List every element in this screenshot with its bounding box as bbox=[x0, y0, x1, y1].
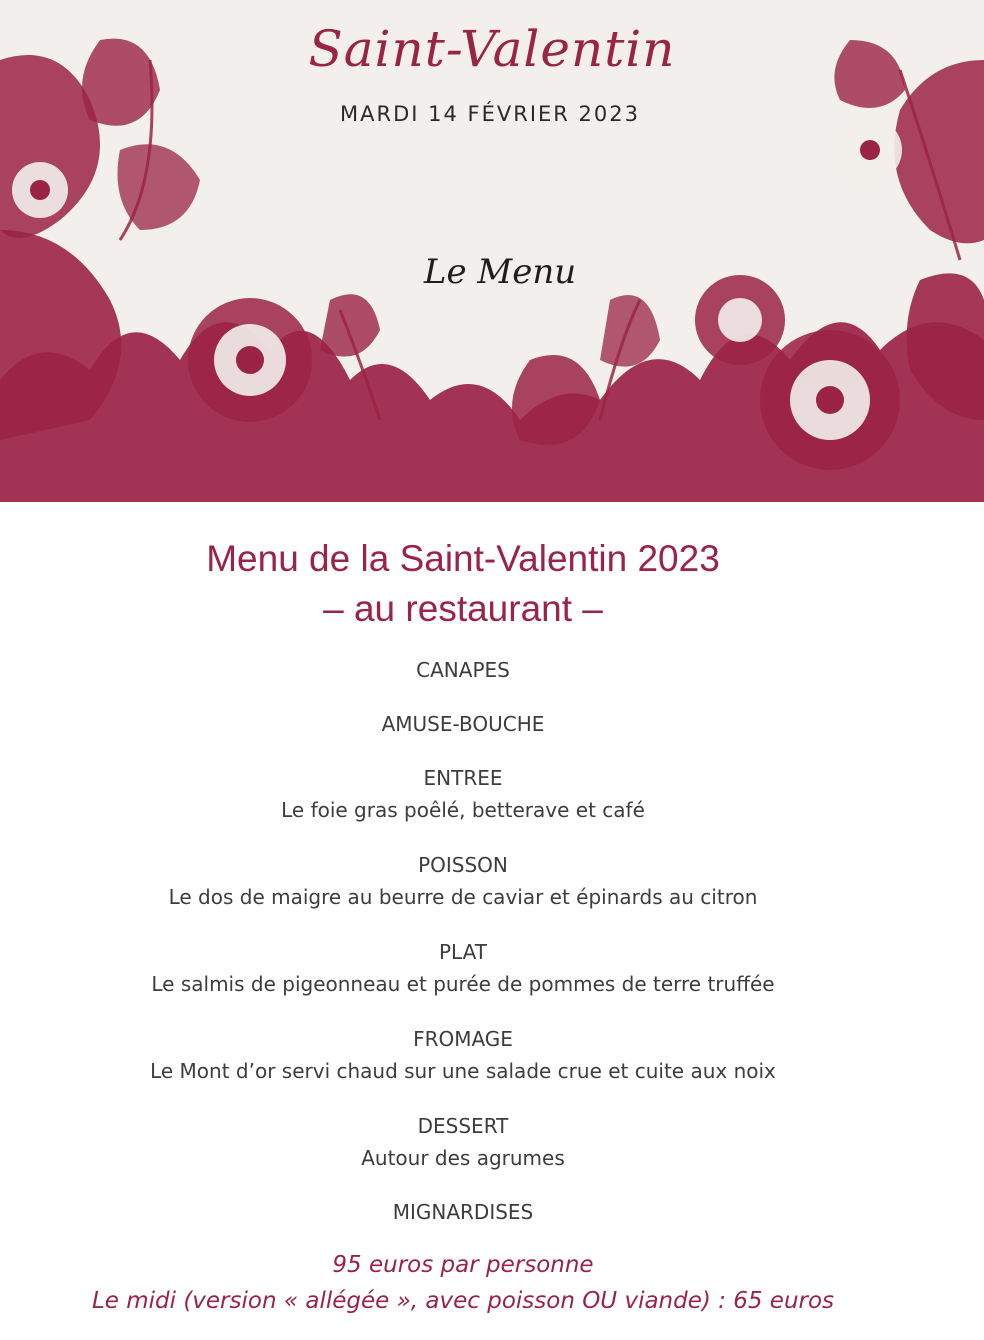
menu-label: Le Menu bbox=[423, 252, 577, 292]
course-amuse-bouche bbox=[0, 708, 926, 740]
course-fromage bbox=[0, 1023, 926, 1087]
course-plat bbox=[0, 936, 926, 1000]
menu-heading: Menu de la Saint-Valentin 2023 bbox=[206, 538, 720, 579]
course-description: Autour des agrumes bbox=[361, 1146, 565, 1170]
course-canapes bbox=[0, 654, 926, 686]
price-per-person: 95 euros par personne bbox=[332, 1252, 594, 1278]
course-name: ENTREE bbox=[423, 766, 503, 790]
lunch-price: Le midi (version « allégée », avec poisson OU viande) : 65 euros bbox=[91, 1288, 835, 1314]
course-dessert bbox=[0, 1110, 926, 1174]
course-mignardises bbox=[0, 1196, 926, 1228]
course-name: PLAT bbox=[438, 940, 487, 964]
course-description: Le Mont d’or servi chaud sur une salade crue et cuite aux noix bbox=[150, 1059, 776, 1083]
event-date: MARDI 14 FÉVRIER 2023 bbox=[340, 102, 640, 126]
course-name: DESSERT bbox=[417, 1114, 509, 1138]
floral-banner bbox=[0, 0, 984, 502]
course-description: Le foie gras poêlé, betterave et café bbox=[281, 798, 645, 822]
course-poisson bbox=[0, 849, 926, 913]
course-name: MIGNARDISES bbox=[392, 1200, 534, 1224]
course-name: POISSON bbox=[418, 853, 508, 877]
event-title: Saint-Valentin bbox=[308, 20, 676, 78]
course-description: Le dos de maigre au beurre de caviar et épinards au citron bbox=[168, 885, 758, 909]
course-name: AMUSE-BOUCHE bbox=[381, 712, 545, 736]
course-entree bbox=[0, 762, 926, 826]
course-name: CANAPES bbox=[416, 658, 510, 682]
menu-subheading: – au restaurant – bbox=[323, 588, 603, 629]
course-name: FROMAGE bbox=[413, 1027, 513, 1051]
course-description: Le salmis de pigeonneau et purée de pommes de terre truffée bbox=[151, 972, 775, 996]
